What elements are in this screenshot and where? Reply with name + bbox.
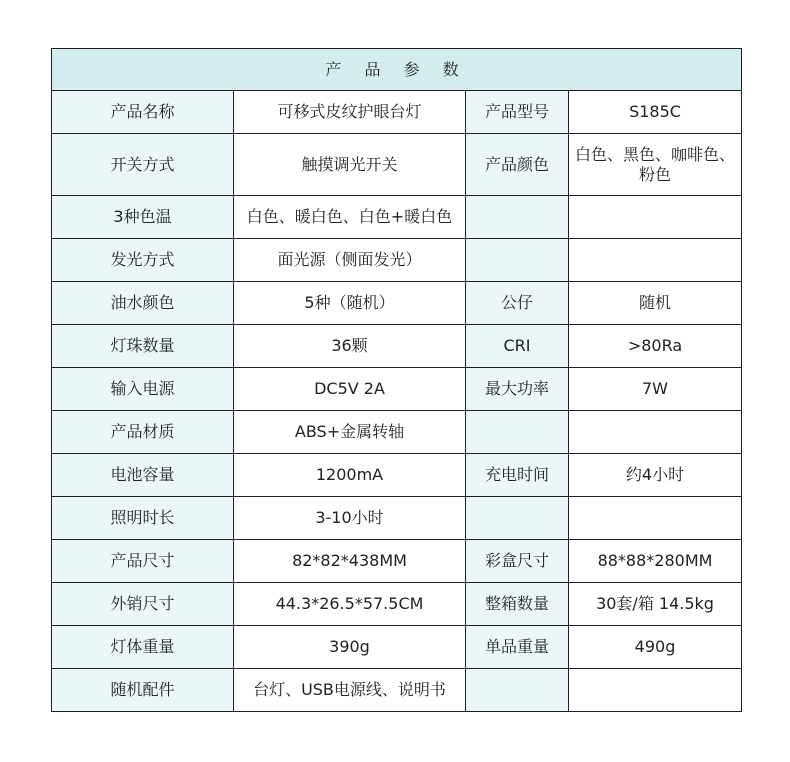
row-value-secondary [569, 134, 742, 196]
row-value-secondary [569, 196, 742, 239]
table-title: 产 品 参 数 [52, 49, 742, 91]
row-value-secondary [569, 239, 742, 282]
row-value: 3-10小时 [234, 497, 466, 540]
row-value: 44.3*26.5*57.5CM [234, 583, 466, 626]
table-row [52, 669, 742, 712]
row-label: 3种色温 [52, 196, 234, 239]
table-row [52, 454, 742, 497]
row-label: 电池容量 [52, 454, 234, 497]
row-label: 随机配件 [52, 669, 234, 712]
row-label: 产品尺寸 [52, 540, 234, 583]
table-row [52, 583, 742, 626]
table-row [52, 540, 742, 583]
table-row [52, 368, 742, 411]
row-label-secondary: 最大功率 [466, 368, 569, 411]
row-label-secondary: 充电时间 [466, 454, 569, 497]
row-value-secondary: 7W [569, 368, 742, 411]
row-value-secondary: 随机 [569, 282, 742, 325]
row-label: 产品材质 [52, 411, 234, 454]
row-value: 触摸调光开关 [234, 134, 466, 196]
row-label-secondary: 产品颜色 [466, 134, 569, 196]
row-value-secondary: >80Ra [569, 325, 742, 368]
row-label: 开关方式 [52, 134, 234, 196]
table-title-row [52, 49, 742, 91]
table-row [52, 196, 742, 239]
row-value: DC5V 2A [234, 368, 466, 411]
row-label-secondary: 彩盒尺寸 [466, 540, 569, 583]
table-row [52, 497, 742, 540]
row-label-secondary [466, 239, 569, 282]
row-value: 台灯、USB电源线、说明书 [234, 669, 466, 712]
row-label-secondary [466, 411, 569, 454]
row-value-secondary: 约4小时 [569, 454, 742, 497]
row-label-secondary: 产品型号 [466, 91, 569, 134]
row-value: 1200mA [234, 454, 466, 497]
row-label-secondary: 整箱数量 [466, 583, 569, 626]
product-spec-table [51, 48, 742, 712]
color-temp-text: 白色、暖白色、白色+暖白色 [246, 207, 453, 226]
row-label-secondary: CRI [466, 325, 569, 368]
row-label: 油水颜色 [52, 282, 234, 325]
row-label: 发光方式 [52, 239, 234, 282]
row-value: 可移式皮纹护眼台灯 [234, 91, 466, 134]
row-label-secondary [466, 497, 569, 540]
row-value: 36颗 [234, 325, 466, 368]
row-value: 82*82*438MM [234, 540, 466, 583]
row-label-secondary: 单品重量 [466, 626, 569, 669]
table-row [52, 134, 742, 196]
row-label: 灯珠数量 [52, 325, 234, 368]
table-row [52, 325, 742, 368]
row-value-secondary [569, 411, 742, 454]
row-value-secondary: 490g [569, 626, 742, 669]
row-label-secondary [466, 196, 569, 239]
row-value: 5种（随机） [234, 282, 466, 325]
row-value-secondary: 88*88*280MM [569, 540, 742, 583]
row-label: 输入电源 [52, 368, 234, 411]
table-row [52, 411, 742, 454]
product-color-text: 白色、黑色、咖啡色、粉色 [575, 144, 736, 184]
row-label-secondary [466, 669, 569, 712]
row-label: 灯体重量 [52, 626, 234, 669]
row-label: 外销尺寸 [52, 583, 234, 626]
table-row [52, 626, 742, 669]
row-value-secondary [569, 669, 742, 712]
row-value [234, 196, 466, 239]
table-row [52, 282, 742, 325]
row-value: 390g [234, 626, 466, 669]
row-label: 照明时长 [52, 497, 234, 540]
row-label-secondary: 公仔 [466, 282, 569, 325]
row-label: 产品名称 [52, 91, 234, 134]
row-value-secondary [569, 497, 742, 540]
table-row [52, 91, 742, 134]
row-value-secondary: 30套/箱 14.5kg [569, 583, 742, 626]
row-value: 面光源（侧面发光） [234, 239, 466, 282]
row-value: ABS+金属转轴 [234, 411, 466, 454]
table-row [52, 239, 742, 282]
row-value-secondary: S185C [569, 91, 742, 134]
